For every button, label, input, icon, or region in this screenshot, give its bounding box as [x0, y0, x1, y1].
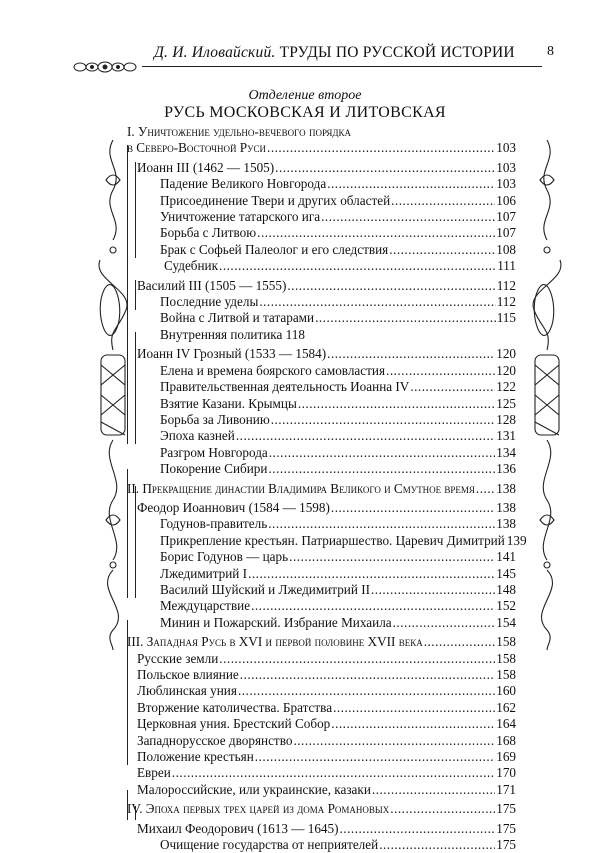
toc-entry-title: Елена и времена боярского самовластия — [160, 362, 386, 378]
toc-entry-title: Малороссийские, или украинские, казаки — [137, 781, 371, 797]
toc-entry-page: 158 — [496, 667, 516, 682]
toc-dot-leader — [331, 500, 495, 516]
toc-entry-title: Василий III (1505 — 1555) — [137, 277, 287, 293]
toc-entry-title: Междуцарствие — [160, 598, 251, 614]
toc-entry — [127, 683, 516, 699]
toc-entry-title: Борьба с Литвою — [160, 225, 257, 241]
toc-entry — [127, 310, 516, 326]
toc-entry — [127, 782, 516, 798]
toc-entry-page: 107 — [496, 225, 516, 241]
toc-entry-page: 162 — [496, 699, 516, 715]
toc-entry-title: Русские земли — [137, 650, 219, 666]
toc-bracket-line — [135, 486, 136, 598]
toc-entry — [127, 327, 516, 343]
toc-entry-title: в Северо-Восточной Руси — [127, 140, 267, 156]
toc-dot-leader — [327, 176, 495, 192]
toc-entry — [127, 566, 516, 582]
toc-entry — [127, 124, 516, 140]
toc-entry — [127, 346, 516, 362]
toc-entry — [127, 821, 516, 837]
toc-entry-page: 131 — [496, 428, 516, 444]
toc-dot-leader — [268, 516, 495, 532]
toc-entry-page: 141 — [496, 549, 516, 565]
toc-entry-page: 108 — [496, 241, 516, 257]
toc-entry — [127, 140, 516, 156]
toc-entry-page: 175 — [496, 820, 516, 836]
toc-entry-title: Минин и Пожарский. Избрание Михаила — [160, 614, 392, 630]
toc-dot-leader — [236, 428, 495, 444]
toc-entry-title: Покорение Сибири — [160, 461, 268, 477]
toc-entry — [127, 258, 516, 274]
toc-entry-title: Судебник — [164, 258, 219, 274]
toc-dot-leader — [410, 379, 495, 395]
toc-entry-page: 136 — [496, 461, 516, 477]
toc-dot-leader — [257, 225, 495, 241]
header-ornament-icon — [72, 60, 138, 74]
toc-dot-leader — [248, 566, 495, 582]
toc-entry — [127, 278, 516, 294]
toc-entry — [127, 193, 516, 209]
toc-dot-leader — [287, 278, 495, 294]
toc-entry-page: 103 — [496, 176, 516, 192]
toc-dot-leader — [321, 209, 495, 225]
toc-dot-leader — [289, 549, 495, 565]
toc-entry-page: 106 — [496, 192, 516, 208]
toc-entry-page: 168 — [496, 732, 516, 748]
toc-entry — [127, 549, 516, 565]
toc-entry — [127, 615, 516, 631]
header-rule — [142, 66, 542, 67]
toc-entry — [127, 634, 516, 650]
toc-entry — [127, 651, 516, 667]
toc-entry-title: Уничтожение татарского ига — [160, 209, 321, 225]
toc-entry — [127, 532, 527, 549]
toc-entry-page: 134 — [496, 444, 516, 460]
toc-entry-title: Иоанн III (1462 — 1505) — [137, 159, 275, 175]
toc-bracket-line — [135, 332, 136, 444]
toc-entry-page: 115 — [496, 310, 516, 326]
toc-entry — [127, 461, 516, 477]
toc-bracket-line — [127, 620, 128, 765]
toc-entry-page: 160 — [496, 683, 516, 699]
toc-entry-title: Василий Шуйский и Лжедимитрий II — [160, 581, 370, 597]
toc-entry-title: II. Прекращение династии Владимира Великого и Смутное время — [127, 480, 475, 496]
toc-entry-title: Польское влияние — [137, 667, 239, 682]
toc-entry-title: I. Уничтожение удельно-вечевого порядка — [127, 124, 352, 139]
toc-entry-page: 138 — [496, 480, 516, 496]
toc-entry-title: IV. Эпоха первых трех царей из дома Романовых — [127, 801, 390, 817]
toc-dot-leader — [379, 837, 495, 853]
toc-entry — [127, 412, 516, 428]
toc-dot-leader — [259, 294, 495, 310]
toc-dot-leader — [371, 582, 495, 598]
toc-entry-page: 158 — [496, 634, 516, 650]
header-book-title: ТРУДЫ ПО РУССКОЙ ИСТОРИИ — [279, 44, 515, 61]
toc-entry — [127, 294, 516, 310]
toc-dot-leader — [219, 651, 495, 667]
toc-entry-title: Феодор Иоаннович (1584 — 1598) — [137, 499, 330, 515]
toc-entry — [127, 837, 516, 853]
toc-entry-page: 103 — [496, 159, 516, 175]
toc-entry-title: Борис Годунов — царь — [160, 549, 289, 565]
toc-entry — [127, 700, 516, 716]
toc-entry — [127, 396, 516, 412]
toc-entry-page: 111 — [497, 258, 516, 274]
toc-entry — [127, 363, 516, 379]
toc-entry-title: Западнорусское дворянство — [137, 732, 293, 748]
toc-entry — [127, 428, 516, 444]
toc-dot-leader — [315, 310, 496, 326]
toc-entry-title: Брак с Софьей Палеолог и его следствия — [160, 241, 389, 257]
section-title: РУСЬ МОСКОВСКАЯ И ЛИТОВСКАЯ — [164, 104, 446, 121]
toc-entry-title: Михаил Феодорович (1613 — 1645) — [137, 820, 339, 836]
toc-entry-title: Очищение государства от неприятелей — [160, 837, 379, 853]
toc-dot-leader — [476, 481, 495, 497]
toc-entry-title: Падение Великого Новгорода — [160, 176, 327, 192]
toc-entry-page: 158 — [496, 650, 516, 666]
toc-entry-page: 138 — [496, 499, 516, 515]
toc-dot-leader — [372, 782, 495, 798]
toc-entry-page: 120 — [496, 362, 516, 378]
toc-entry-title: Правительственная деятельность Иоанна IV — [160, 379, 410, 395]
toc-entry-title: Разгром Новгорода — [160, 444, 268, 460]
toc-entry-title: Прикрепление крестьян. Патриаршество. Царевич Димитрий — [160, 532, 505, 548]
toc-entry-page: 122 — [496, 379, 516, 395]
toc-dot-leader — [331, 716, 495, 732]
toc-entry-title: III. Западная Русь в XVI и первой половине XVII века — [127, 634, 423, 650]
toc-entry-page: 125 — [496, 395, 516, 411]
toc-dot-leader — [240, 667, 495, 683]
toc-entry — [127, 176, 516, 192]
toc-dot-leader — [333, 700, 495, 716]
toc-dot-leader — [255, 749, 495, 765]
toc-entry-title: Годунов-правитель — [160, 516, 268, 532]
toc-dot-leader — [267, 140, 495, 156]
toc-dot-leader — [238, 683, 495, 699]
toc-dot-leader — [390, 801, 495, 817]
toc-dot-leader — [389, 242, 495, 258]
toc-entry-page: 175 — [496, 837, 516, 853]
toc-dot-leader — [251, 598, 495, 614]
toc-dot-leader — [391, 193, 495, 209]
page-header — [72, 44, 554, 74]
toc-entry — [127, 500, 516, 516]
toc-dot-leader — [293, 733, 495, 749]
toc-entry-page: 112 — [496, 277, 516, 293]
toc-entry-page: 103 — [496, 140, 516, 156]
toc-entry-title: Евреи — [137, 765, 171, 781]
toc-entry-page: 164 — [496, 716, 516, 732]
page-number: 8 — [547, 44, 554, 59]
toc-bracket-line — [135, 162, 136, 258]
toc-entry-title: Церковная уния. Брестский Собор — [137, 716, 331, 732]
toc-dot-leader — [275, 160, 495, 176]
toc-entry — [127, 209, 516, 225]
toc-entry — [127, 667, 516, 683]
toc-entry-page: 175 — [496, 801, 516, 817]
toc-dot-leader — [269, 445, 495, 461]
toc-entry-title: Иоанн IV Грозный (1533 — 1584) — [137, 346, 327, 362]
right-ornament-icon — [526, 140, 568, 650]
toc-bracket-line — [127, 145, 128, 444]
toc-dot-leader — [298, 396, 495, 412]
toc-entry — [127, 582, 516, 598]
toc-entry-page: 148 — [496, 581, 516, 597]
header-author: Д. И. Иловайский. — [154, 44, 276, 61]
toc-entry-title: Последние уделы — [160, 294, 259, 310]
toc-bracket-line — [127, 469, 128, 598]
toc-dot-leader — [172, 765, 495, 781]
toc-bracket-line — [135, 280, 136, 310]
toc-entry-title: Присоединение Твери и других областей — [160, 192, 391, 208]
toc-entry-page: 152 — [496, 598, 516, 614]
toc-dot-leader — [386, 363, 495, 379]
toc-entry — [127, 242, 516, 258]
header-title — [154, 44, 515, 62]
toc-entry-page: 128 — [496, 411, 516, 427]
toc-entry-page: 145 — [496, 565, 516, 581]
toc-dot-leader — [340, 821, 496, 837]
toc-entry — [127, 160, 516, 176]
toc-entry-title: Война с Литвой и татарами — [160, 310, 315, 326]
toc-entry-page: 138 — [496, 516, 516, 532]
toc-entry — [127, 598, 516, 614]
toc-entry-title: Борьба за Ливонию — [160, 411, 270, 427]
toc-entry — [127, 733, 516, 749]
toc-entry-title: Лжедимитрий I — [160, 565, 248, 581]
toc-entry — [127, 481, 516, 497]
toc-entry-title: Эпоха казней — [160, 428, 235, 444]
toc-entry — [127, 765, 516, 781]
toc-entry — [127, 516, 516, 532]
toc-entry-page: 154 — [496, 614, 516, 630]
toc-entry-page: 120 — [496, 346, 516, 362]
toc-dot-leader — [424, 634, 496, 650]
toc-entry — [127, 379, 516, 395]
toc-entry-title: Положение крестьян — [137, 749, 254, 765]
toc-entry — [127, 801, 516, 817]
toc-entry-title: Вторжение католичества. Братства — [137, 699, 333, 715]
toc-dot-leader — [271, 412, 496, 428]
toc-entry-page: 171 — [496, 781, 516, 797]
toc-dot-leader — [219, 258, 496, 274]
toc-entry — [127, 445, 516, 461]
toc-bracket-line — [135, 806, 136, 820]
toc-dot-leader — [327, 346, 495, 362]
toc-entry-page: 169 — [496, 749, 516, 765]
section-label: Отделение второе — [248, 88, 362, 103]
toc-entry-title: Люблинская уния — [137, 683, 237, 699]
toc-entry-page: 139 — [506, 532, 527, 548]
toc-entry — [127, 225, 516, 241]
toc-entry — [127, 749, 516, 765]
toc-entry — [127, 716, 516, 732]
toc-dot-leader — [393, 615, 496, 631]
toc-entry-title: Внутренняя политика 118 — [160, 326, 305, 342]
toc-entry-page: 112 — [496, 294, 516, 310]
table-of-contents — [127, 124, 527, 853]
toc-entry-title: Взятие Казани. Крымцы — [160, 395, 297, 411]
toc-bracket-line — [127, 790, 128, 820]
toc-entry-page: 170 — [496, 765, 516, 781]
toc-dot-leader — [268, 461, 495, 477]
toc-entry-page: 107 — [496, 209, 516, 225]
